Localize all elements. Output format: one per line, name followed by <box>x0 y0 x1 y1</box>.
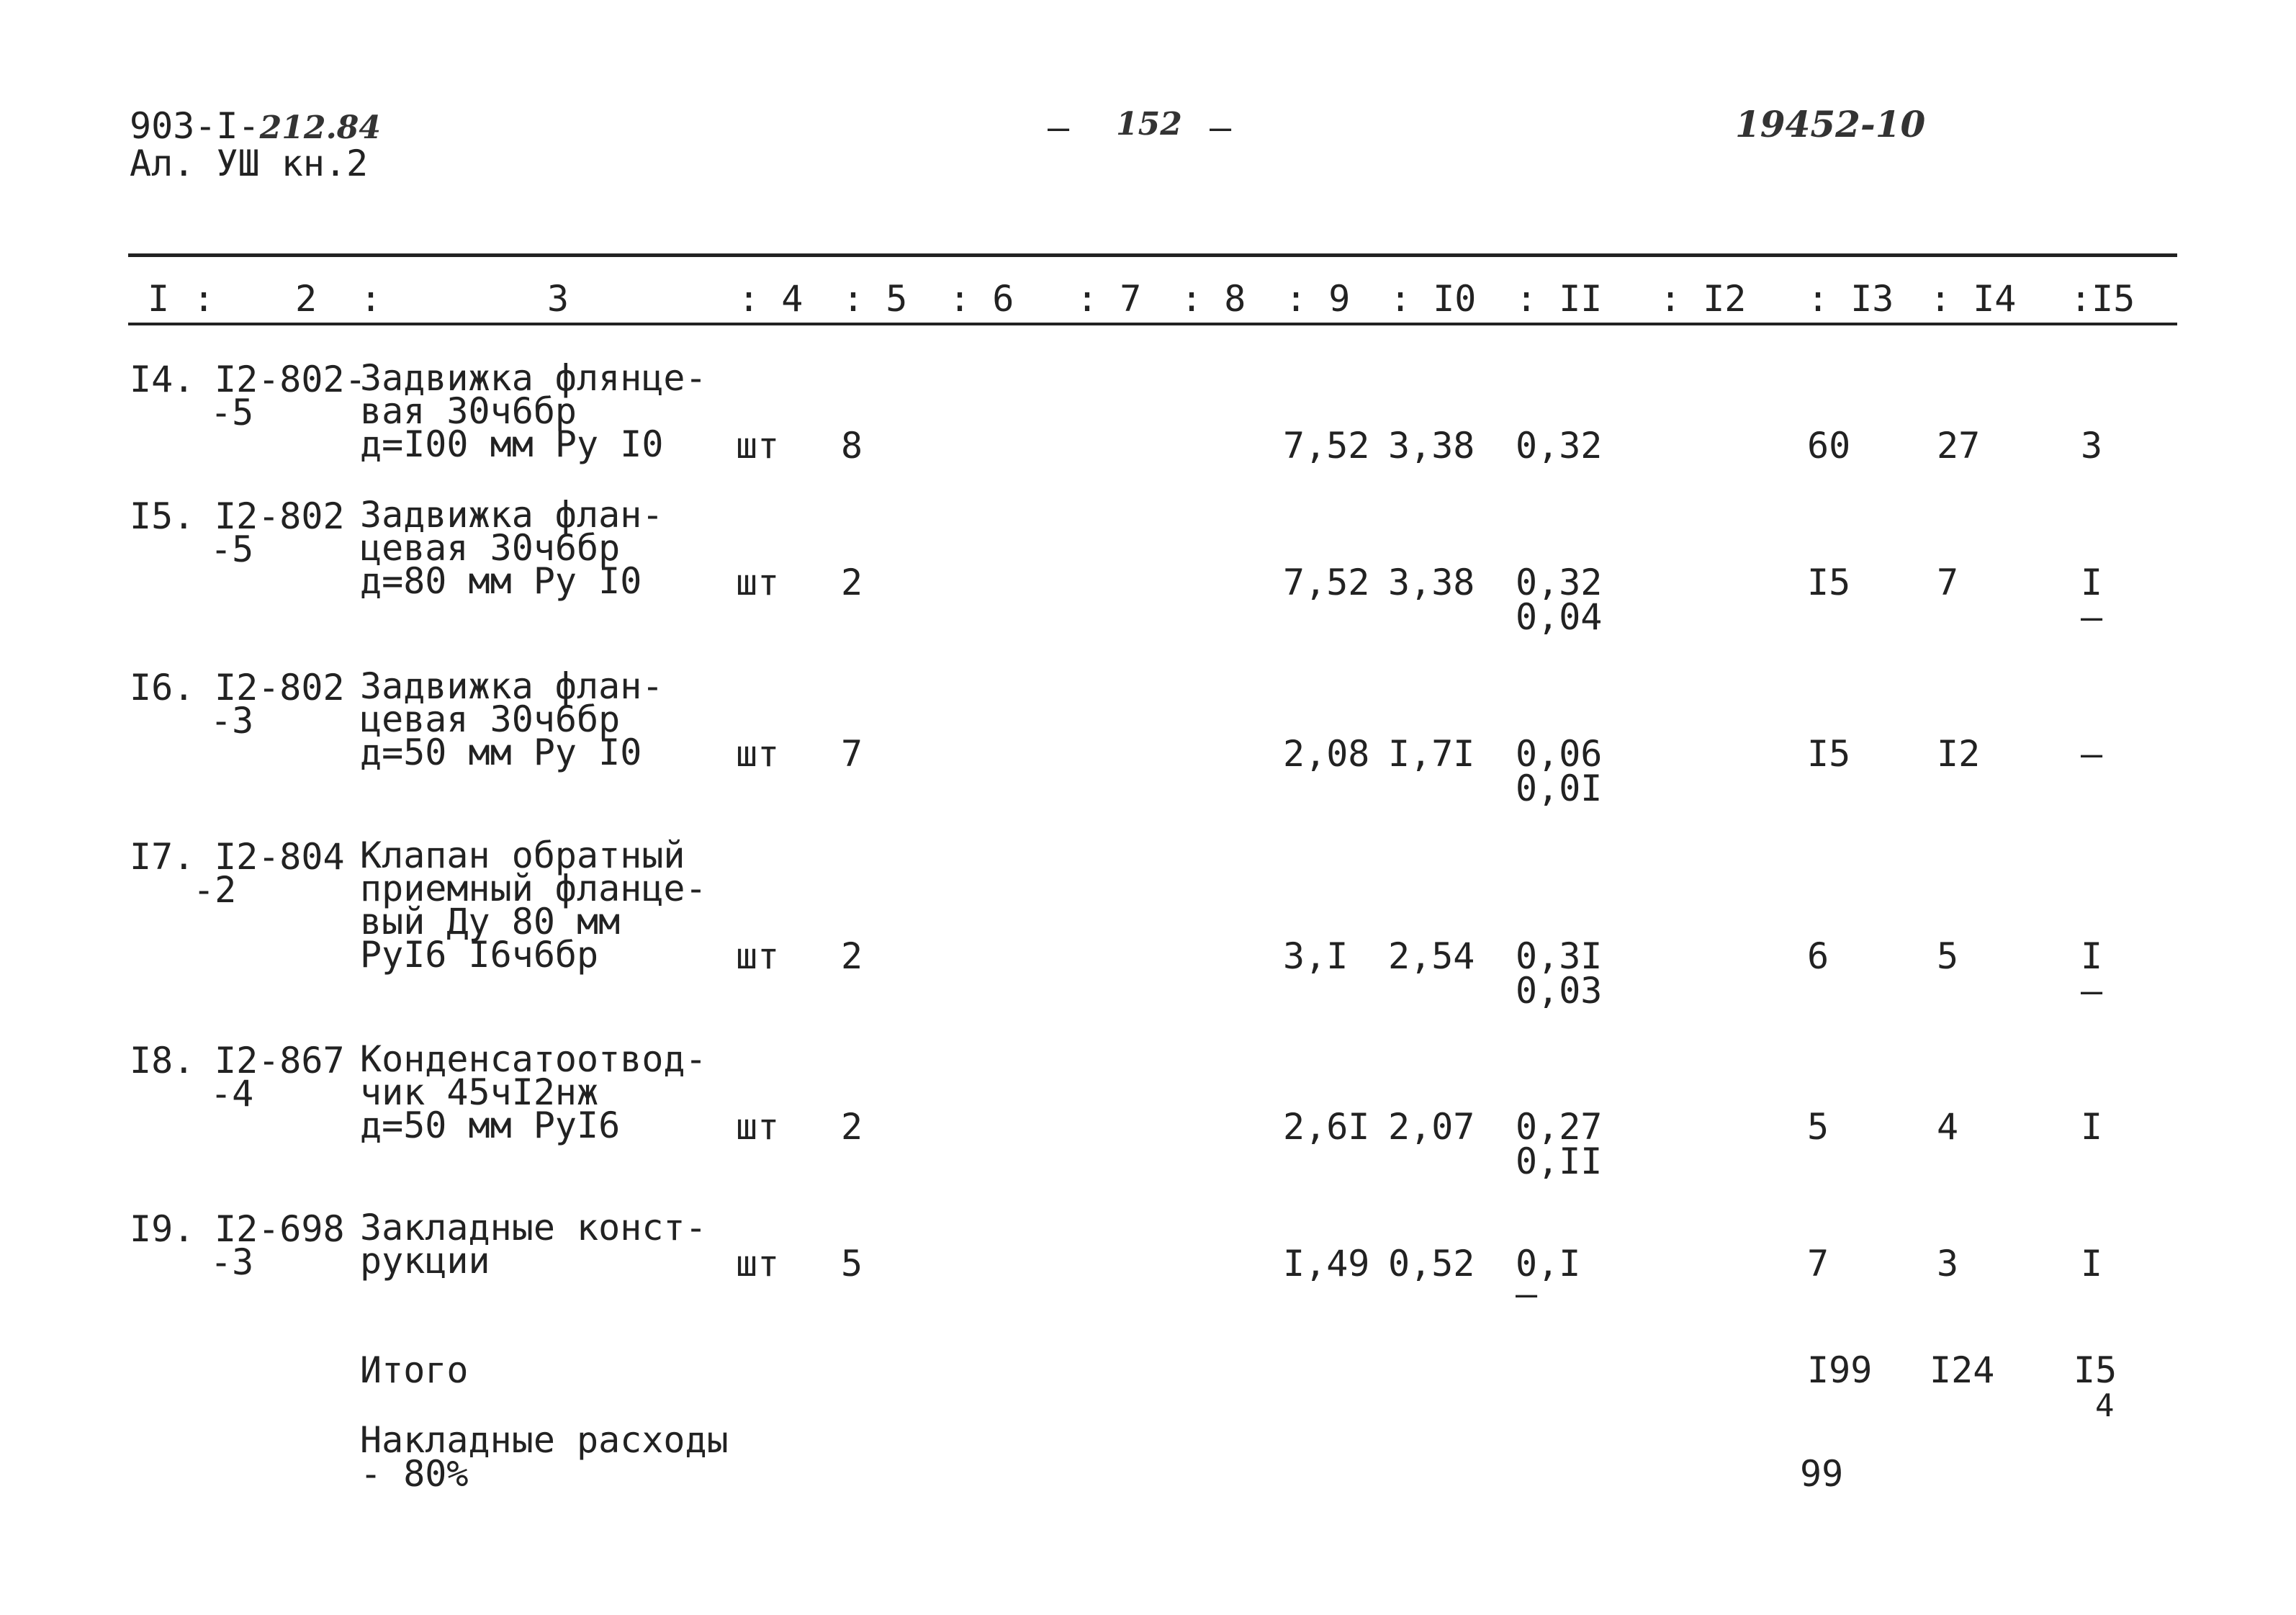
row-number: I6. <box>130 667 195 708</box>
col-header-2: 2 <box>295 278 318 320</box>
totals-col13: I99 <box>1807 1349 1873 1391</box>
col11-value-second: 0,04 <box>1516 596 1603 638</box>
row-number: I9. <box>130 1208 195 1250</box>
col10-value: 0,52 <box>1388 1243 1475 1285</box>
quantity: 2 <box>841 1106 863 1148</box>
norm-code: I2-698 <box>215 1208 345 1250</box>
col11-value-second: 0,03 <box>1516 970 1603 1012</box>
quantity: 2 <box>841 562 863 603</box>
col-header-sep-2: : <box>360 278 382 320</box>
col13-value: I5 <box>1807 562 1851 603</box>
norm-code: I2-802 <box>215 495 345 537</box>
col15-value: 3 <box>2081 425 2103 467</box>
col-header-10: : I0 <box>1390 278 1477 320</box>
col-header-11: : II <box>1516 278 1603 320</box>
unit: шт <box>736 1243 780 1285</box>
col-header-7: : 7 <box>1076 278 1142 320</box>
col-header-1: I <box>148 278 170 320</box>
col15-value: I <box>2081 562 2103 603</box>
unit: шт <box>736 562 780 603</box>
unit: шт <box>736 935 780 977</box>
col9-value: 7,52 <box>1283 425 1370 467</box>
col15-value-second: – <box>2081 596 2103 638</box>
item-name: Задвижка флан- цевая 30ч6бр д=80 мм Ру I0 <box>360 494 664 602</box>
col11-value-second: 0,0I <box>1516 768 1603 809</box>
col10-value: 3,38 <box>1388 425 1475 467</box>
item-name: Клапан обратный приемный фланце- вый Ду 80 мм РуI6 I6ч6бр <box>360 835 707 976</box>
col14-value: 5 <box>1937 935 1959 977</box>
page-dash-right: – <box>1210 107 1232 148</box>
archive-number: 19452-10 <box>1735 103 1926 145</box>
col11-value: 0,27 <box>1516 1106 1603 1148</box>
page-number: 152 <box>1116 106 1182 143</box>
col13-value: 60 <box>1807 425 1851 467</box>
col-header-5: : 5 <box>842 278 908 320</box>
col14-value: 3 <box>1937 1243 1959 1285</box>
totals-col15-sub: 4 <box>2095 1387 2115 1424</box>
col13-value: 5 <box>1807 1106 1829 1148</box>
col-header-15: :I5 <box>2070 278 2135 320</box>
col10-value: 2,07 <box>1388 1106 1475 1148</box>
norm-code-suffix: -2 <box>193 869 237 911</box>
quantity: 2 <box>841 935 863 977</box>
unit: шт <box>736 1106 780 1148</box>
col13-value: 7 <box>1807 1243 1829 1285</box>
col11-value-second: – <box>1516 1273 1538 1315</box>
col10-value: 3,38 <box>1388 562 1475 603</box>
document-code <box>130 105 382 147</box>
item-name: Конденсатоотвод- чик 45чI2нж д=50 мм РуI6 <box>360 1038 707 1146</box>
norm-code: I2-802 <box>215 667 345 708</box>
col15-value: I <box>2081 1243 2103 1285</box>
col-header-13: : I3 <box>1807 278 1894 320</box>
col10-value: I,7I <box>1388 733 1475 775</box>
item-name: Закладные конст- рукции <box>360 1207 707 1282</box>
col15-value: I <box>2081 935 2103 977</box>
overhead-label: Накладные расходы <box>360 1419 729 1461</box>
item-name: Задвижка флан- цевая 30ч6бр д=50 мм Ру I0 <box>360 665 664 773</box>
row-number: I7. <box>130 836 195 878</box>
norm-code-suffix: -3 <box>210 1241 254 1283</box>
unit: шт <box>736 425 780 467</box>
col11-value: 0,32 <box>1516 425 1603 467</box>
col-header-sep-1: : <box>193 278 215 320</box>
norm-code: I2-802- <box>215 359 366 400</box>
document-code-handwritten: 212.84 <box>259 109 382 146</box>
quantity: 8 <box>841 425 863 467</box>
col9-value: 2,08 <box>1283 733 1370 775</box>
unit: шт <box>736 733 780 775</box>
album-line: Ал. УШ кн.2 <box>130 143 369 184</box>
col10-value: 2,54 <box>1388 935 1475 977</box>
col-header-3: 3 <box>547 278 570 320</box>
header-rule-bottom <box>128 323 2177 325</box>
totals-col14: I24 <box>1930 1349 1995 1391</box>
norm-code-suffix: -5 <box>210 528 254 570</box>
col9-value: 2,6I <box>1283 1106 1370 1148</box>
col11-value: 0,06 <box>1516 733 1603 775</box>
col9-value: 7,52 <box>1283 562 1370 603</box>
norm-code-suffix: -5 <box>210 392 254 433</box>
totals-label: Итого <box>360 1349 469 1391</box>
col11-value-second: 0,II <box>1516 1141 1603 1182</box>
row-number: I4. <box>130 359 195 400</box>
col15-value-second: – <box>2081 970 2103 1012</box>
norm-code-suffix: -3 <box>210 700 254 742</box>
col13-value: 6 <box>1807 935 1829 977</box>
col14-value: I2 <box>1937 733 1981 775</box>
header-rule-top <box>128 253 2177 257</box>
col9-value: I,49 <box>1283 1243 1370 1285</box>
col11-value: 0,3I <box>1516 935 1603 977</box>
norm-code: I2-867 <box>215 1040 345 1081</box>
col-header-14: : I4 <box>1930 278 2017 320</box>
document-code-printed: 903-I- <box>130 105 260 147</box>
norm-code-suffix: -4 <box>210 1073 254 1115</box>
col-header-6: : 6 <box>949 278 1014 320</box>
row-number: I5. <box>130 495 195 537</box>
col-header-9: : 9 <box>1285 278 1351 320</box>
page-dash-left: – <box>1048 107 1070 148</box>
totals-col15: I5 <box>2074 1349 2117 1391</box>
col15-value: – <box>2081 733 2103 775</box>
col11-value: 0,32 <box>1516 562 1603 603</box>
col-header-8: : 8 <box>1181 278 1246 320</box>
col-header-12: : I2 <box>1660 278 1747 320</box>
col11-value: 0,I <box>1516 1243 1581 1285</box>
overhead-percent: - 80% <box>360 1453 469 1495</box>
norm-code: I2-804 <box>215 836 345 878</box>
overhead-col13: 99 <box>1800 1453 1844 1495</box>
row-number: I8. <box>130 1040 195 1081</box>
col14-value: 7 <box>1937 562 1959 603</box>
col9-value: 3,I <box>1283 935 1349 977</box>
quantity: 7 <box>841 733 863 775</box>
col14-value: 27 <box>1937 425 1981 467</box>
quantity: 5 <box>841 1243 863 1285</box>
col13-value: I5 <box>1807 733 1851 775</box>
col14-value: 4 <box>1937 1106 1959 1148</box>
col15-value: I <box>2081 1106 2103 1148</box>
item-name: Задвижка флянце- вая 30ч6бр д=I00 мм Ру I0 <box>360 357 707 465</box>
col-header-4: : 4 <box>738 278 803 320</box>
